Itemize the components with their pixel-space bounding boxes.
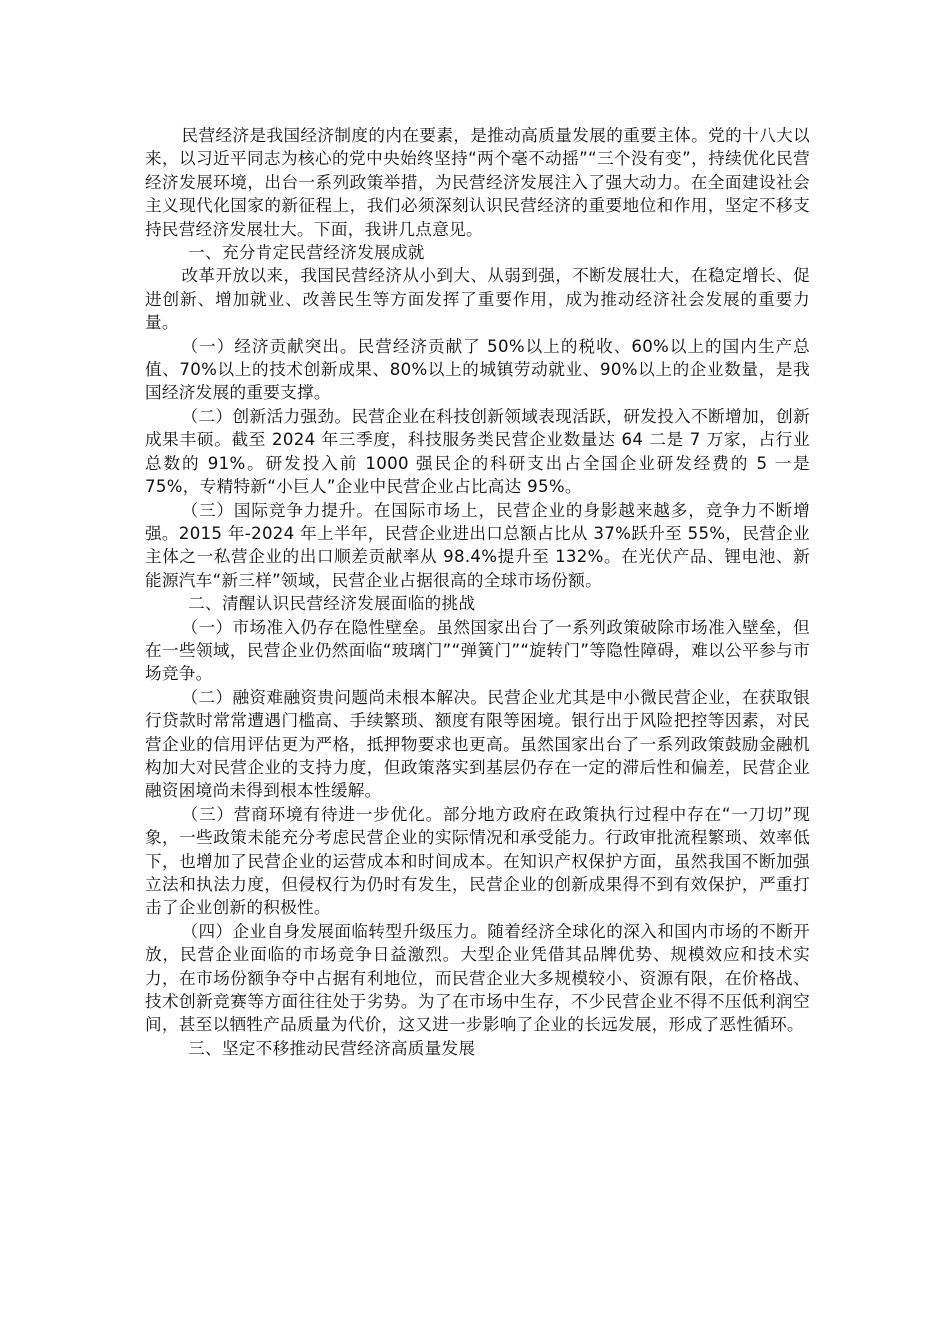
section-2-item-2-paragraph: （二）融资难融资贵问题尚未根本解决。民营企业尤其是中小微民营企业，在获取银行贷款时常常遭遇门槛高、手续繁琐、额度有限等困境。银行出于风险把控等因素，对民营企业的信用评估更为严格，抵押物要求也更高。虽然国家出台了一系列政策鼓励金融机构加大对民营企业的支持力度，但政策落实到基层仍存在一定的滞后性和偏差，民营企业融资困境尚未得到根本性缓解。	[145, 687, 810, 801]
section-1-item-2-paragraph: （二）创新活力强劲。民营企业在科技创新领域表现活跃，研发投入不断增加，创新成果丰硕。截至 2024 年三季度，科技服务类民营企业数量达 64 二是 7 万家，占行业总数的 91%。研发投入前 1000 强民企的科研支出占全国企业研发经费的 5 一是 75%，专精特新“小巨人”企业中民营企业占比高达 95%。	[145, 406, 810, 497]
section-2-item-4-paragraph: （四）企业自身发展面临转型升级压力。随着经济全球化的深入和国内市场的不断开放，民营企业面临的市场竞争日益激烈。大型企业凭借其品牌优势、规模效应和技术实力，在市场份额争夺中占据有利地位，而民营企业大多规模较小、资源有限，在价格战、技术创新竞赛等方面往往处于劣势。为了在市场中生存，不少民营企业不得不压低利润空间，甚至以牺牲产品质量为代价，这又进一步影响了企业的长远发展，形成了恶性循环。	[145, 921, 810, 1035]
section-heading-1: 一、充分肯定民营经济发展成就	[188, 243, 425, 263]
intro-paragraph: 民营经济是我国经济制度的内在要素，是推动高质量发展的重要主体。党的十八大以来，以习近平同志为核心的党中央始终坚持“两个毫不动摇”“三个没有变”，持续优化民营经济发展环境，出台一系列政策举措，为民营经济发展注入了强大动力。在全面建设社会主义现代化国家的新征程上，我们必须深刻认识民营经济的重要地位和作用，坚定不移支持民营经济发展壮大。下面，我讲几点意见。	[145, 126, 810, 239]
section-1-item-3-paragraph: （三）国际竞争力提升。在国际市场上，民营企业的身影越来越多，竞争力不断增强。2015 年-2024 年上半年，民营企业进出口总额占比从 37%跃升至 55%，民营企业主体之一私营企业的出口顺差贡献率从 98.4%提升至 132%。在光伏产品、锂电池、新能源汽车“新三样”领域，民营企业占据很高的全球市场份额。	[145, 500, 810, 590]
section-2-item-3-paragraph: （三）营商环境有待进一步优化。部分地方政府在政策执行过程中存在“一刀切”现象，一些政策未能充分考虑民营企业的实际情况和承受能力。行政审批流程繁琐、效率低下，也增加了民营企业的运营成本和时间成本。在知识产权保护方面，虽然我国不断加强立法和执法力度，但侵权行为仍时有发生，民营企业的创新成果得不到有效保护，严重打击了企业创新的积极性。	[145, 804, 810, 918]
document-body	[145, 124, 810, 1060]
section-heading-3: 三、坚定不移推动民营经济高质量发展	[188, 1038, 476, 1058]
section-heading-2: 二、清醒认识民营经济发展面临的挑战	[188, 594, 476, 614]
section-2-item-1-paragraph: （一）市场准入仍存在隐性壁垒。虽然国家出台了一系列政策破除市场准入壁垒，但在一些领域，民营企业仍然面临“玻璃门”“弹簧门”“旋转门”等隐性障碍，难以公平参与市场竞争。	[145, 617, 810, 684]
section-1-item-1-paragraph: （一）经济贡献突出。民营经济贡献了 50%以上的税收、60%以上的国内生产总值、70%以上的技术创新成果、80%以上的城镇劳动就业、90%以上的企业数量，是我国经济发展的重要支撑。	[145, 336, 810, 403]
section-1-intro-paragraph: 改革开放以来，我国民营经济从小到大、从弱到强，不断发展壮大，在稳定增长、促进创新、增加就业、改善民生等方面发挥了重要作用，成为推动经济社会发展的重要力量。	[145, 266, 810, 333]
